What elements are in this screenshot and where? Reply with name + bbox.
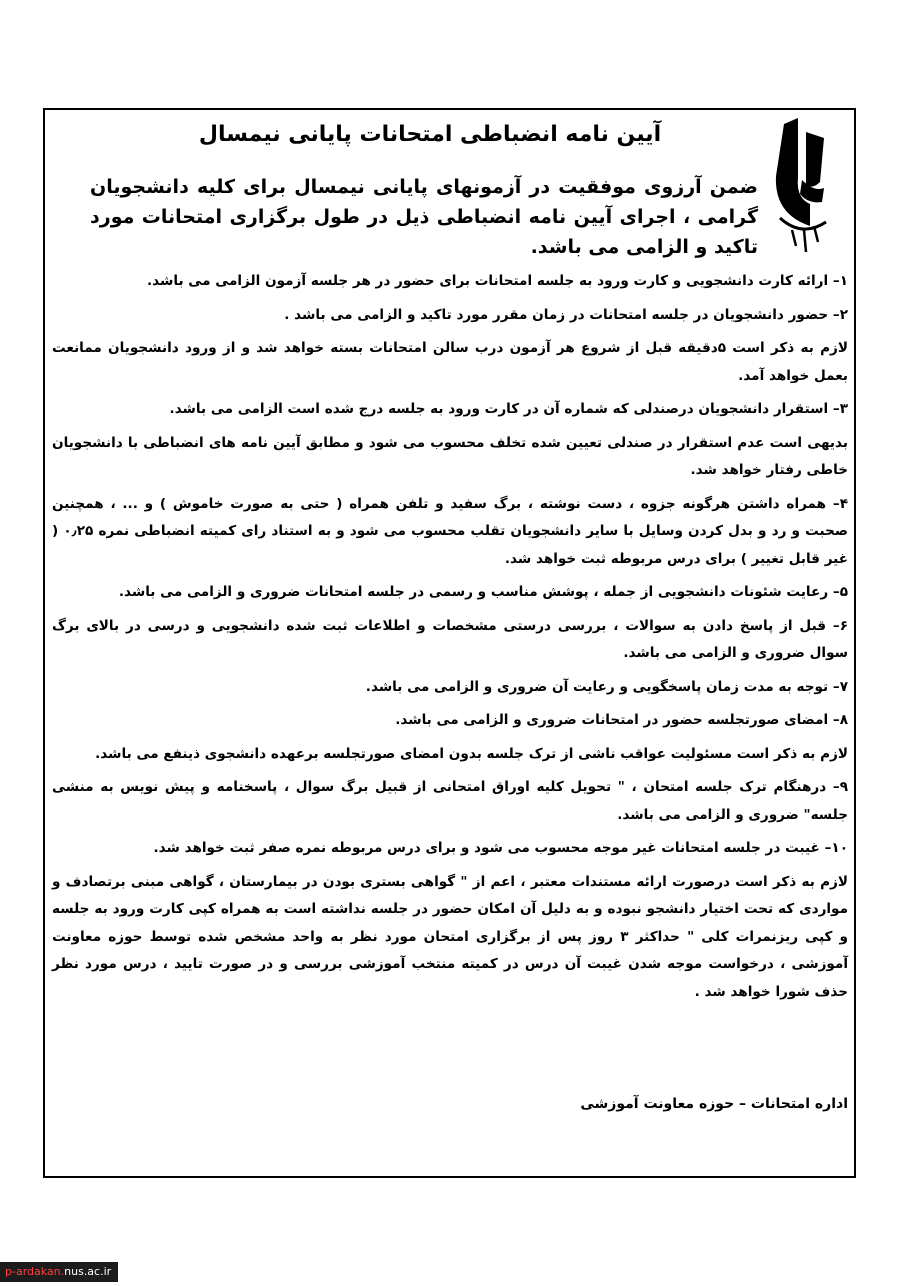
rule-note: لازم به ذکر است مسئولیت عواقب ناشی از ترک جلسه بدون امضای صورتجلسه برعهده دانشجوی ذینفع می باشد.	[95, 745, 848, 762]
rule-paragraph: ۶– قبل از پاسخ دادن به سوالات ، بررسی درستی مشخصات و اطلاعات ثبت شده دانشجویی و درسی در بالای برگ سوال ضروری و الزامی می باشد.	[52, 617, 848, 661]
rule-paragraph: ۸– امضای صورتجلسه حضور در امتحانات ضروری و الزامی می باشد.	[395, 712, 848, 728]
intro-paragraph: ضمن آرزوی موفقیت در آزمونهای پایانی نیمسال برای کلیه دانشجویان گرامی ، اجرای آیین نامه انضباطی ذیل در طول برگزاری امتحانات مورد تاکید و الزامی می باشد.	[90, 176, 758, 258]
rule-paragraph: ۵– رعایت شئونات دانشجویی از جمله ، پوشش مناسب و رسمی در جلسه امتحانات ضروری و الزامی می باشد.	[118, 584, 848, 600]
rules-list	[52, 268, 848, 1012]
rule-note: لازم به ذکر است ۵دقیقه قبل از شروع هر آزمون درب سالن امتحانات بسته خواهد شد و از ورود دانشجویان ممانعت بعمل خواهد آمد.	[52, 340, 848, 384]
badge-domain: nus.ac.ir	[64, 1265, 112, 1278]
signature: اداره امتحانات – حوزه معاونت آموزشی	[580, 1096, 848, 1112]
university-logo-icon	[762, 118, 832, 258]
rule-paragraph: ۷– توجه به مدت زمان پاسخگویی و رعایت آن ضروری و الزامی می باشد.	[365, 678, 848, 695]
badge-prefix: p-ardakan.	[5, 1265, 65, 1278]
rule-paragraph: ۱۰– غیبت در جلسه امتحانات غیر موجه محسوب می شود و برای درس مربوطه نمره صفر ثبت خواهد شد.	[153, 840, 848, 856]
page-title: آیین نامه انضباطی امتحانات پایانی نیمسال	[198, 122, 662, 147]
rule-paragraph: ۱– ارائه کارت دانشجویی و کارت ورود به جلسه امتحانات برای حضور در هر جلسه آزمون الزامی می باشد.	[146, 273, 848, 289]
rule-note: لازم به ذکر است درصورت ارائه مستندات معتبر ، اعم از " گواهی بستری بودن در بیمارستان ، گواهی مبنی برتصادف و مواردی که تحت اختیار دانشجو نبوده و به دلیل آن امکان حضور در جلسه نداشته است به همراه کپی کارت ورود به جلسه و کپی ریزنمرات کلی " حداکثر ۳ روز پس از برگزاری امتحان مورد نظر به واحد مشخص شده توسط حوزه معاونت آموزشی ، درخواست موجه شدن غیبت آن درس در کمیته منتخب آموزشی بررسی و در صورت تایید ، درس مورد نظر حذف شورا خواهد شد .	[52, 873, 848, 1000]
site-badge[interactable]	[0, 1262, 118, 1282]
rule-note: بدیهی است عدم استقرار در صندلی تعیین شده تخلف محسوب می شود و مطابق آیین نامه های انضباطی با دانشجویان خاطی رفتار خواهد شد.	[52, 434, 848, 478]
rule-paragraph: ۴– همراه داشتن هرگونه جزوه ، دست نوشته ، برگ سفید و تلفن همراه ( حتی به صورت خاموش ) و ... ، همچنین صحبت و رد و بدل کردن وسایل با سایر دانشجویان تقلب محسوب می شود و به استناد رای کمیته انضباطی نمره ۰٫۲۵ ( غیر قابل تغییر ) برای درس مربوطه ثبت خواهد شد.	[52, 495, 848, 567]
rule-paragraph: ۲– حضور دانشجویان در جلسه امتحانات در زمان مقرر مورد تاکید و الزامی می باشد .	[284, 306, 848, 323]
rule-paragraph: ۹– درهنگام ترک جلسه امتحان ، " تحویل کلیه اوراق امتحانی از قبیل برگ سوال ، پاسخنامه و پیش نویس به منشی جلسه" ضروری و الزامی می باشد.	[52, 779, 848, 823]
rule-paragraph: ۳– استقرار دانشجویان درصندلی که شماره آن در کارت ورود به جلسه درج شده است الزامی می باشد.	[169, 401, 848, 417]
